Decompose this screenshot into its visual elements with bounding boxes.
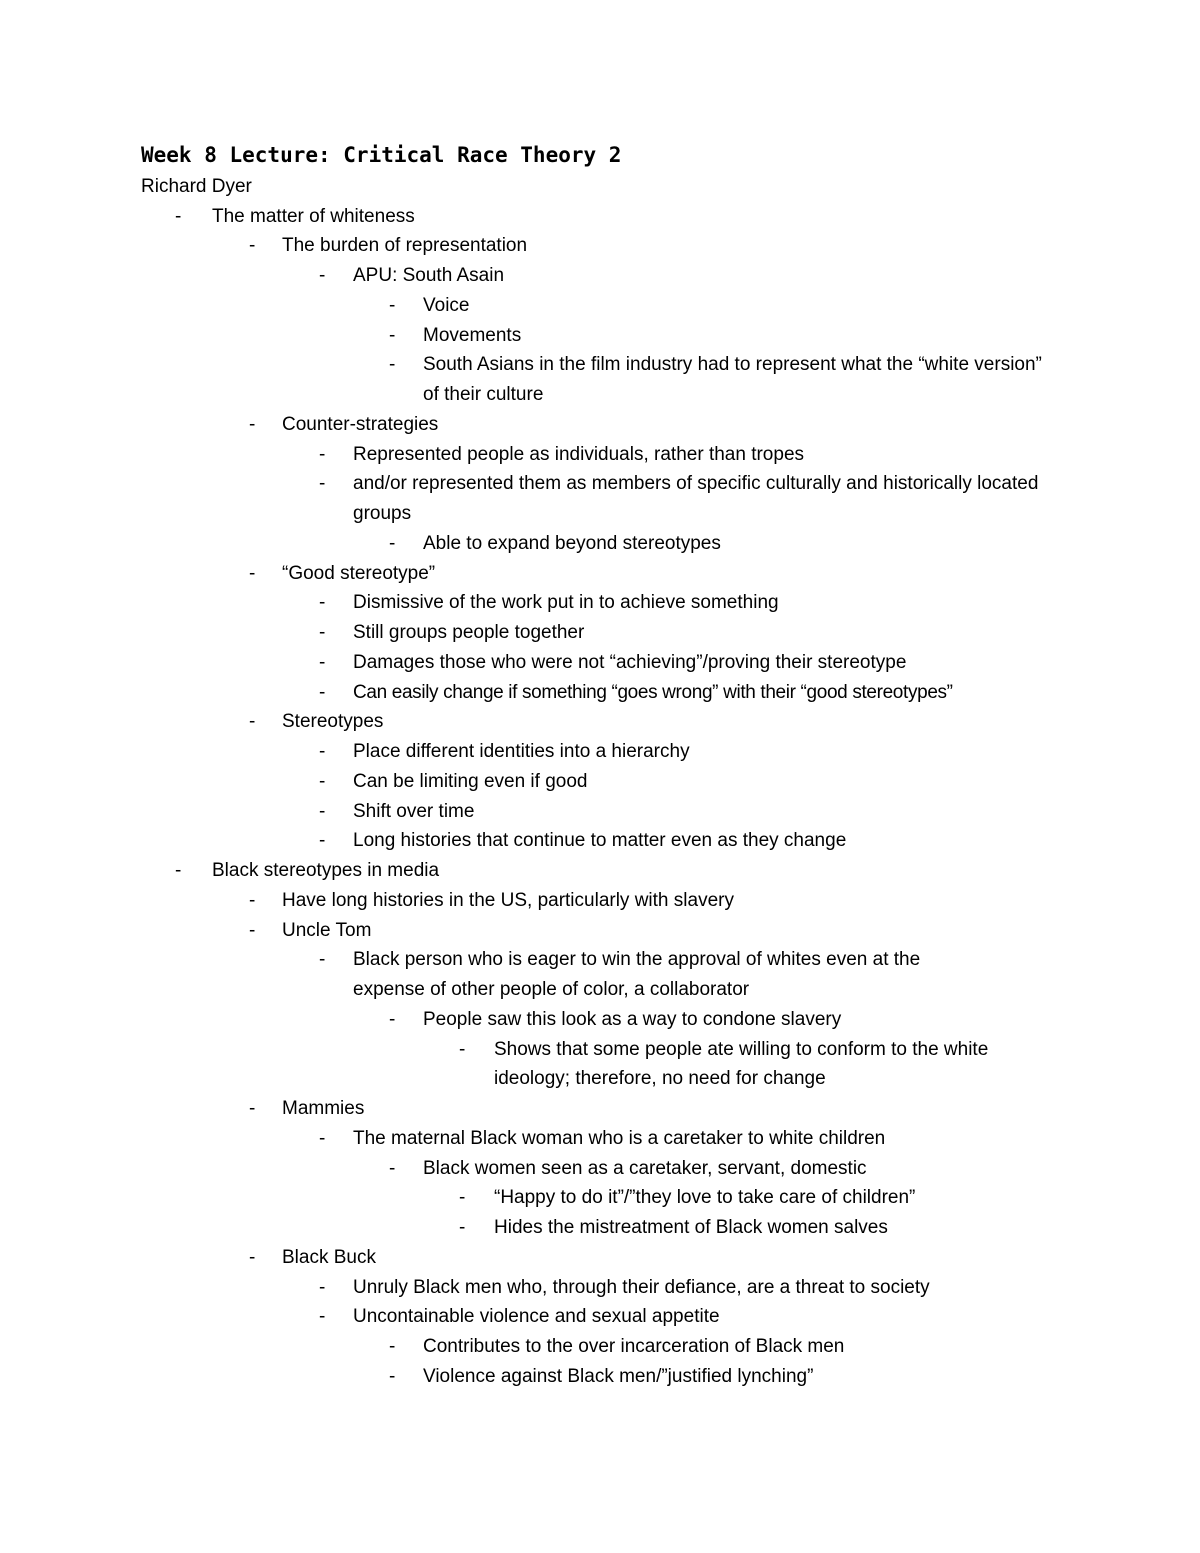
- list-item-text: APU: South Asain: [353, 265, 505, 286]
- list-item: [249, 559, 1042, 589]
- bullet-dash: -: [319, 741, 326, 762]
- bullet-dash: -: [319, 830, 326, 852]
- list-item-text: Long histories that continue to matter even as they change: [353, 830, 847, 852]
- list-item: [389, 291, 1183, 321]
- list-item-text: Dismissive of the work put in to achieve something: [353, 592, 779, 614]
- bullet-dash: -: [249, 711, 256, 733]
- list-item: [389, 321, 1183, 351]
- bullet-dash: -: [175, 205, 182, 227]
- bullet-dash: -: [319, 800, 326, 822]
- list-item-text: Can easily change if something “goes wrong” with their “good stereotypes”: [353, 681, 953, 703]
- bullet-dash: -: [249, 889, 256, 911]
- list-item-text: Voice: [423, 294, 470, 316]
- list-item: [389, 1005, 1183, 1035]
- list-item: [175, 856, 972, 886]
- list-item-text: Shift over time: [353, 800, 475, 822]
- bullet-dash: -: [389, 1157, 396, 1179]
- bullet-dash: -: [459, 1187, 466, 1209]
- list-item-text: Uncontainable violence and sexual appetite: [353, 1306, 720, 1328]
- bullet-dash: -: [249, 562, 256, 584]
- bullet-dash: -: [175, 860, 182, 881]
- list-item-text: South Asians in the film industry had to represent what the “white version” of their culture: [423, 354, 1042, 405]
- list-item: [319, 826, 1113, 856]
- list-item-text: The maternal Black woman who is a caretaker to white children: [353, 1127, 886, 1149]
- list-item: [319, 797, 1113, 827]
- list-item-text: Mammies: [282, 1098, 365, 1119]
- list-item: [459, 1213, 1200, 1243]
- list-item-text: “Happy to do it”/”they love to take care of children”: [494, 1187, 916, 1209]
- list-item: [459, 1035, 1054, 1095]
- bullet-dash: -: [459, 1038, 466, 1060]
- list-item: [319, 678, 1113, 708]
- list-item: [319, 1124, 1113, 1154]
- list-item: [389, 350, 1048, 410]
- list-item-text: The burden of representation: [282, 235, 528, 257]
- bullet-dash: -: [319, 443, 326, 465]
- list-item-text: and/or represented them as members of specific culturally and historically located groups: [353, 473, 1039, 524]
- bullet-dash: -: [389, 532, 396, 554]
- list-item: [389, 1154, 1183, 1184]
- list-item: [319, 440, 1113, 470]
- list-item: [249, 707, 1042, 737]
- list-item-text: Stereotypes: [282, 711, 384, 733]
- list-item-text: Can be limiting even if good: [353, 770, 588, 792]
- bullet-dash: -: [249, 235, 256, 257]
- bullet-dash: -: [319, 1306, 326, 1328]
- list-item-text: Uncle Tom: [282, 919, 372, 941]
- list-item-text: Able to expand beyond stereotypes: [423, 532, 721, 554]
- list-item: [249, 231, 1042, 261]
- bullet-dash: -: [319, 265, 326, 286]
- bullet-dash: -: [459, 1217, 466, 1238]
- list-item: [319, 618, 1113, 648]
- page-title: Week 8 Lecture: Critical Race Theory 2: [141, 143, 622, 167]
- list-item-text: Have long histories in the US, particularly with slavery: [282, 889, 734, 911]
- author-heading: Richard Dyer: [141, 176, 252, 197]
- list-item-text: Black women seen as a caretaker, servant, domestic: [423, 1157, 867, 1179]
- list-item: [319, 261, 1113, 291]
- list-item: [249, 916, 1042, 946]
- list-item-text: Unruly Black men who, through their defiance, are a threat to society: [353, 1276, 930, 1298]
- list-item: [319, 588, 1113, 618]
- list-item-text: Counter-strategies: [282, 413, 439, 435]
- list-item-text: The matter of whiteness: [212, 205, 415, 227]
- bullet-dash: -: [389, 1336, 396, 1357]
- list-item-text: “Good stereotype”: [282, 562, 436, 584]
- bullet-dash: -: [389, 1365, 396, 1387]
- list-item-text: Contributes to the over incarceration of Black men: [423, 1336, 845, 1357]
- bullet-dash: -: [249, 1098, 256, 1119]
- list-item: [249, 1243, 1042, 1273]
- bullet-dash: -: [319, 949, 326, 971]
- list-item: [389, 1332, 1183, 1362]
- list-item-text: Movements: [423, 324, 522, 346]
- bullet-dash: -: [389, 294, 396, 316]
- list-item: [389, 1362, 1183, 1392]
- bullet-dash: -: [319, 1127, 326, 1149]
- list-item-text: Violence against Black men/”justified lynching”: [423, 1365, 814, 1387]
- bullet-dash: -: [249, 1246, 256, 1268]
- list-item: [319, 767, 1113, 797]
- bullet-dash: -: [249, 413, 256, 435]
- bullet-dash: -: [319, 592, 326, 614]
- bullet-dash: -: [319, 651, 326, 673]
- list-item-text: Shows that some people ate willing to conform to the white ideology; therefore, no need for change: [494, 1038, 989, 1090]
- list-item: [389, 529, 1183, 559]
- list-item-text: Black Buck: [282, 1246, 376, 1268]
- list-item-text: Place different identities into a hierarchy: [353, 741, 690, 762]
- list-item-text: People saw this look as a way to condone slavery: [423, 1008, 842, 1030]
- list-item: [319, 1302, 1113, 1332]
- list-item-text: Black stereotypes in media: [212, 860, 440, 881]
- list-item: [319, 737, 1113, 767]
- list-item: [249, 1094, 1042, 1124]
- list-item: [249, 886, 1042, 916]
- list-item: [319, 648, 1113, 678]
- bullet-dash: -: [319, 1276, 326, 1298]
- list-item-text: Damages those who were not “achieving”/proving their stereotype: [353, 651, 907, 673]
- list-item: [249, 410, 1042, 440]
- list-item: [459, 1183, 1200, 1213]
- bullet-dash: -: [249, 919, 256, 941]
- list-item: [319, 945, 988, 1005]
- bullet-dash: -: [389, 324, 396, 346]
- list-item-text: Black person who is eager to win the approval of whites even at the expense of other people of color, a collaborator: [353, 949, 921, 1000]
- list-item-text: Hides the mistreatment of Black women salves: [494, 1217, 888, 1238]
- list-item: [175, 202, 972, 232]
- list-item: [319, 1273, 1113, 1303]
- bullet-dash: -: [389, 1008, 396, 1030]
- bullet-dash: -: [319, 622, 326, 643]
- bullet-dash: -: [389, 354, 396, 376]
- list-item-text: Still groups people together: [353, 622, 585, 643]
- bullet-dash: -: [319, 473, 326, 495]
- bullet-dash: -: [319, 681, 325, 703]
- bullet-outline: [0, 202, 1200, 1392]
- bullet-dash: -: [319, 770, 326, 792]
- list-item: [319, 469, 1053, 529]
- list-item-text: Represented people as individuals, rather than tropes: [353, 443, 805, 465]
